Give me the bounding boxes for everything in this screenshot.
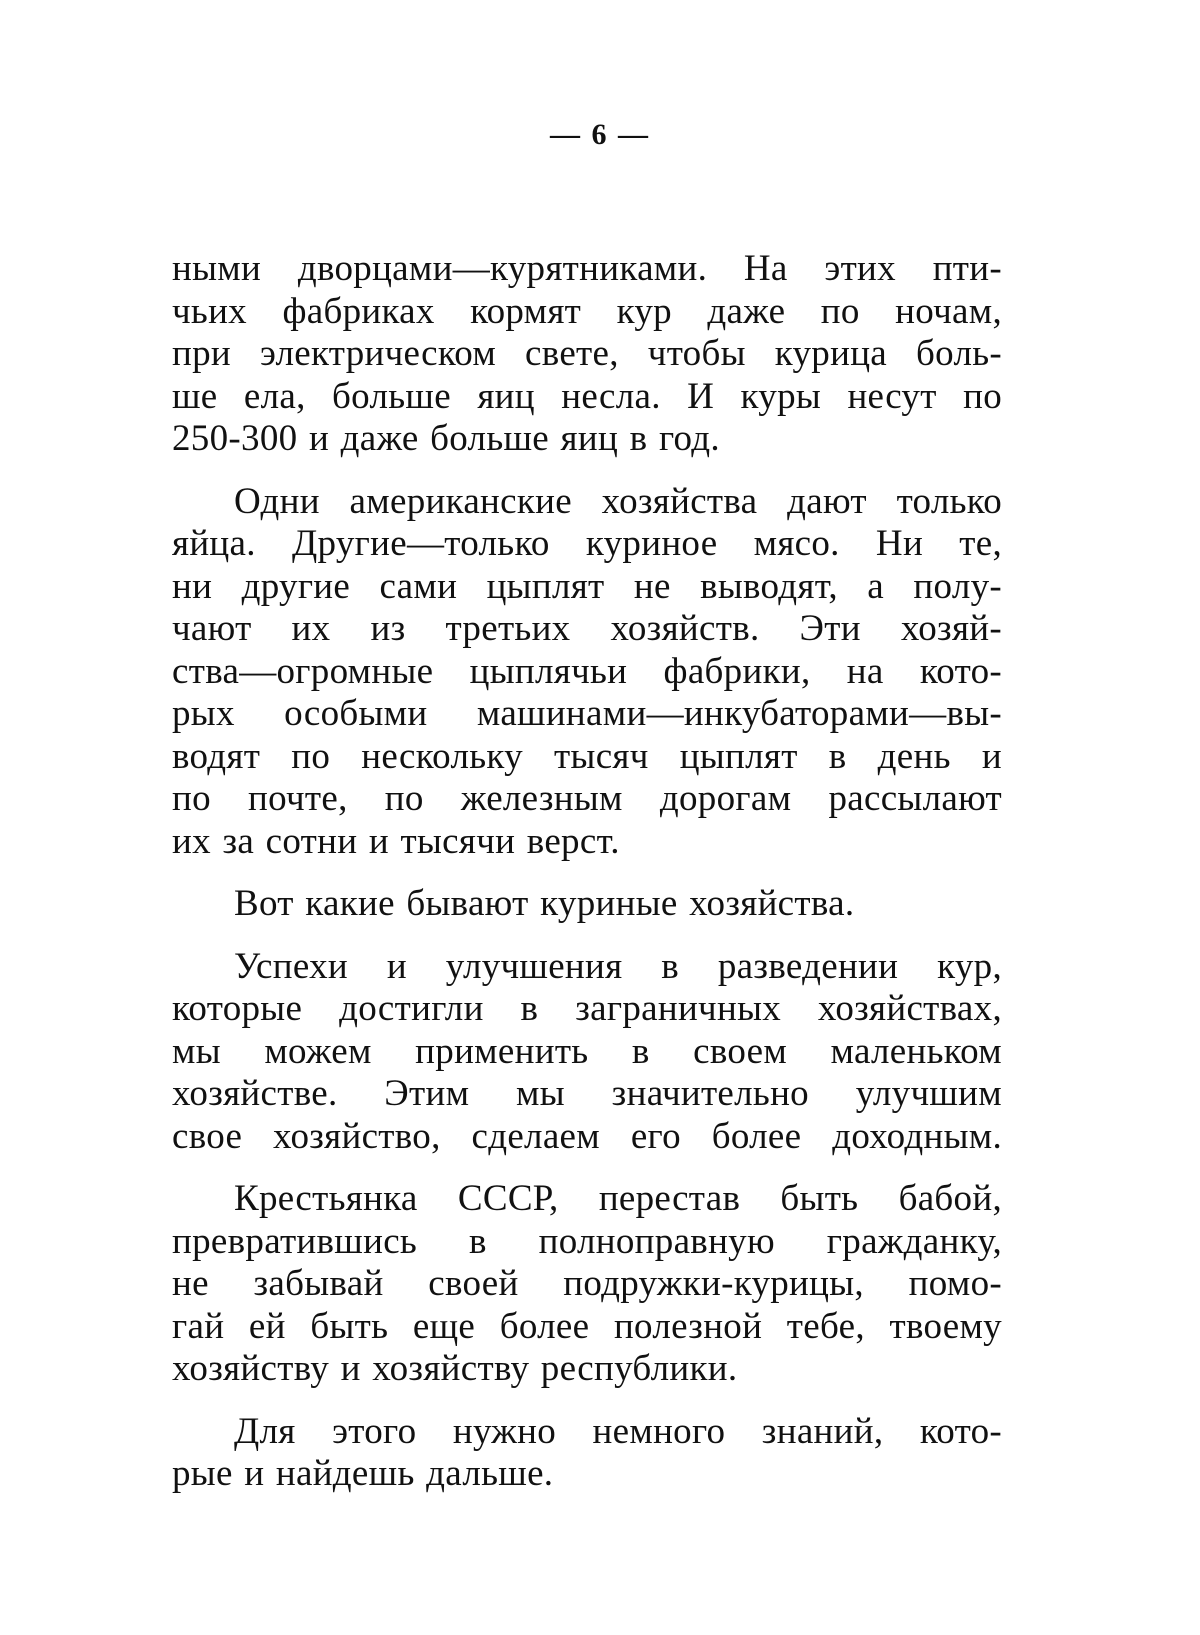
- text-line: мы можем применить в своем маленьком: [172, 1030, 1002, 1072]
- text-line: чьих фабриках кормят кур даже по ночам,: [172, 290, 1002, 332]
- body-text: [172, 248, 1002, 1496]
- text-line: водят по нескольку тысяч цыплят в день и: [172, 735, 1002, 777]
- paragraph-4: [172, 946, 1002, 1159]
- text-line: рые и найдешь дальше.: [172, 1453, 554, 1494]
- text-line: Для этого нужно немного знаний, кото-: [234, 1410, 1002, 1452]
- text-line: Одни американские хозяйства дают только: [234, 480, 1002, 522]
- text-line: Успехи и улучшения в разведении кур,: [234, 945, 1002, 987]
- text-line: Крестьянка СССР, перестав быть бабой,: [234, 1178, 1002, 1219]
- text-line: ными дворцами—курятниками. На этих пти-: [172, 248, 1002, 289]
- text-line: Вот какие бывают куриные хозяйства.: [234, 883, 855, 924]
- text-line: которые достигли в заграничных хозяйствах,: [172, 988, 1002, 1029]
- text-line: рых особыми машинами—инкубаторами—вы-: [172, 693, 1002, 734]
- paragraph-2: [172, 481, 1002, 864]
- text-line: хозяйстве. Этим мы значительно улучшим: [172, 1073, 1002, 1114]
- text-line: их за сотни и тысячи верст.: [172, 820, 620, 862]
- text-line: свое хозяйство, сделаем его более доходным.: [172, 1115, 1002, 1157]
- text-line: 250-300 и даже больше яиц в год.: [172, 418, 720, 459]
- paragraph-1: [172, 248, 1002, 461]
- text-line: не забывай своей подружки-курицы, помо-: [172, 1263, 1002, 1304]
- paragraph-5: [172, 1178, 1002, 1391]
- text-line: хозяйству и хозяйству республики.: [172, 1348, 738, 1389]
- paragraph-6: [172, 1411, 1002, 1496]
- text-line: ше ела, больше яиц несла. И куры несут по: [172, 375, 1002, 417]
- text-line: превратившись в полноправную гражданку,: [172, 1220, 1002, 1262]
- text-line: чают их из третьих хозяйств. Эти хозяй-: [172, 608, 1002, 649]
- text-line: яйца. Другие—только куриное мясо. Ни те,: [172, 523, 1002, 564]
- text-line: при электрическом свете, чтобы курица боль-: [172, 333, 1002, 374]
- text-line: по почте, по железным дорогам рассылают: [172, 778, 1002, 819]
- paragraph-3: [172, 883, 1002, 926]
- text-line: гай ей быть еще более полезной тебе, твоему: [172, 1305, 1002, 1347]
- text-line: ства—огромные цыплячьи фабрики, на кото-: [172, 650, 1002, 692]
- text-line: ни другие сами цыплят не выводят, а полу-: [172, 565, 1002, 607]
- page-number: — 6 —: [550, 118, 650, 151]
